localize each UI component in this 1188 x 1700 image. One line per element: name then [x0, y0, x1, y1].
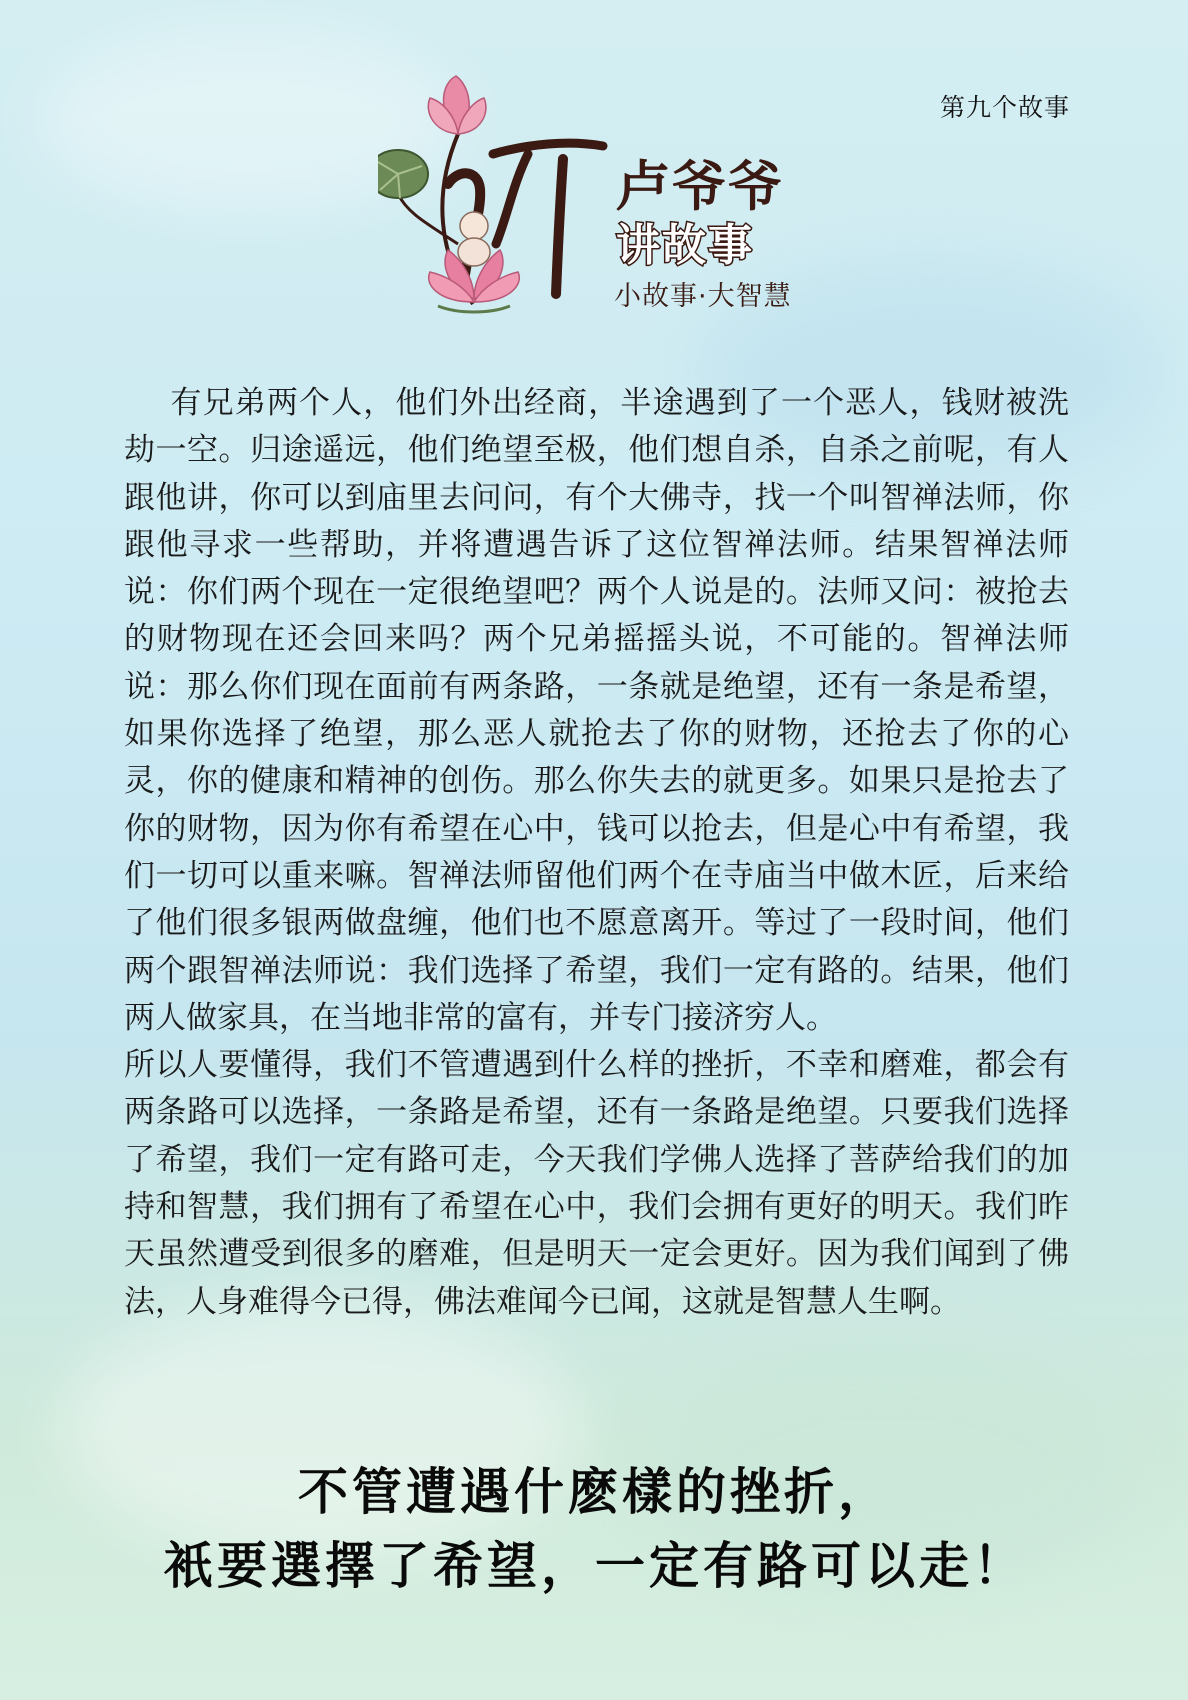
logo-slogan: 小故事·大智慧 — [614, 281, 792, 312]
moral-slogan — [80, 1455, 1110, 1603]
lotus-flower-icon — [428, 76, 486, 134]
lotus-leaf-icon — [378, 150, 428, 198]
story-body — [124, 380, 1069, 1326]
story-number-label: 第九个故事 — [939, 93, 1070, 122]
moral-line: 衹要選擇了希望，一定有路可以走！ — [163, 1537, 1027, 1595]
logo-title-top: 卢爷爷 — [616, 154, 784, 218]
moral-line: 不管遭遇什麽樣的挫折， — [298, 1463, 892, 1521]
logo-title-bottom: 讲故事 — [616, 220, 754, 271]
program-logo — [378, 74, 808, 334]
story-paragraph: 有兄弟两个人，他们外出经商，半途遇到了一个恶人，钱财被洗劫一空。归途遥远，他们绝望至极，他们想自杀，自杀之前呢，有人跟他讲，你可以到庙里去问问，有个大佛寺，找一个叫智禅法师，你跟他寻求一些帮助，并将遭遇告诉了这位智禅法师。结果智禅法师说：你们两个现在一定很绝望吧？两个人说是的。法师又问：被抢去的财物现在还会回来吗？两个兄弟摇摇头说，不可能的。智禅法师说：那么你们现在面前有两条路，一条就是绝望，还有一条是希望，如果你选择了绝望，那么恶人就抢去了你的财物，还抢去了你的心灵，你的健康和精神的创伤。那么你失去的就更多。如果只是抢去了你的财物，因为你有希望在心中，钱可以抢去，但是心中有希望，我们一切可以重来嘛。智禅法师留他们两个在寺庙当中做木匠，后来给了他们很多银两做盘缠，他们也不愿意离开。等过了一段时间，他们两个跟智禅法师说：我们选择了希望，我们一定有路的。结果，他们两人做家具，在当地非常的富有，并专门接济穷人。 — [124, 385, 1069, 1036]
story-paragraph: 所以人要懂得，我们不管遭遇到什么样的挫折，不幸和磨难，都会有两条路可以选择，一条路是希望，还有一条路是绝望。只要我们选择了希望，我们一定有路可走，今天我们学佛人选择了菩萨给我们的加持和智慧，我们拥有了希望在心中，我们会拥有更好的明天。我们昨天虽然遭受到很多的磨难，但是明天一定会更好。因为我们闻到了佛法，人身难得今已得，佛法难闻今已闻，这就是智慧人生啊。 — [124, 1047, 1069, 1320]
